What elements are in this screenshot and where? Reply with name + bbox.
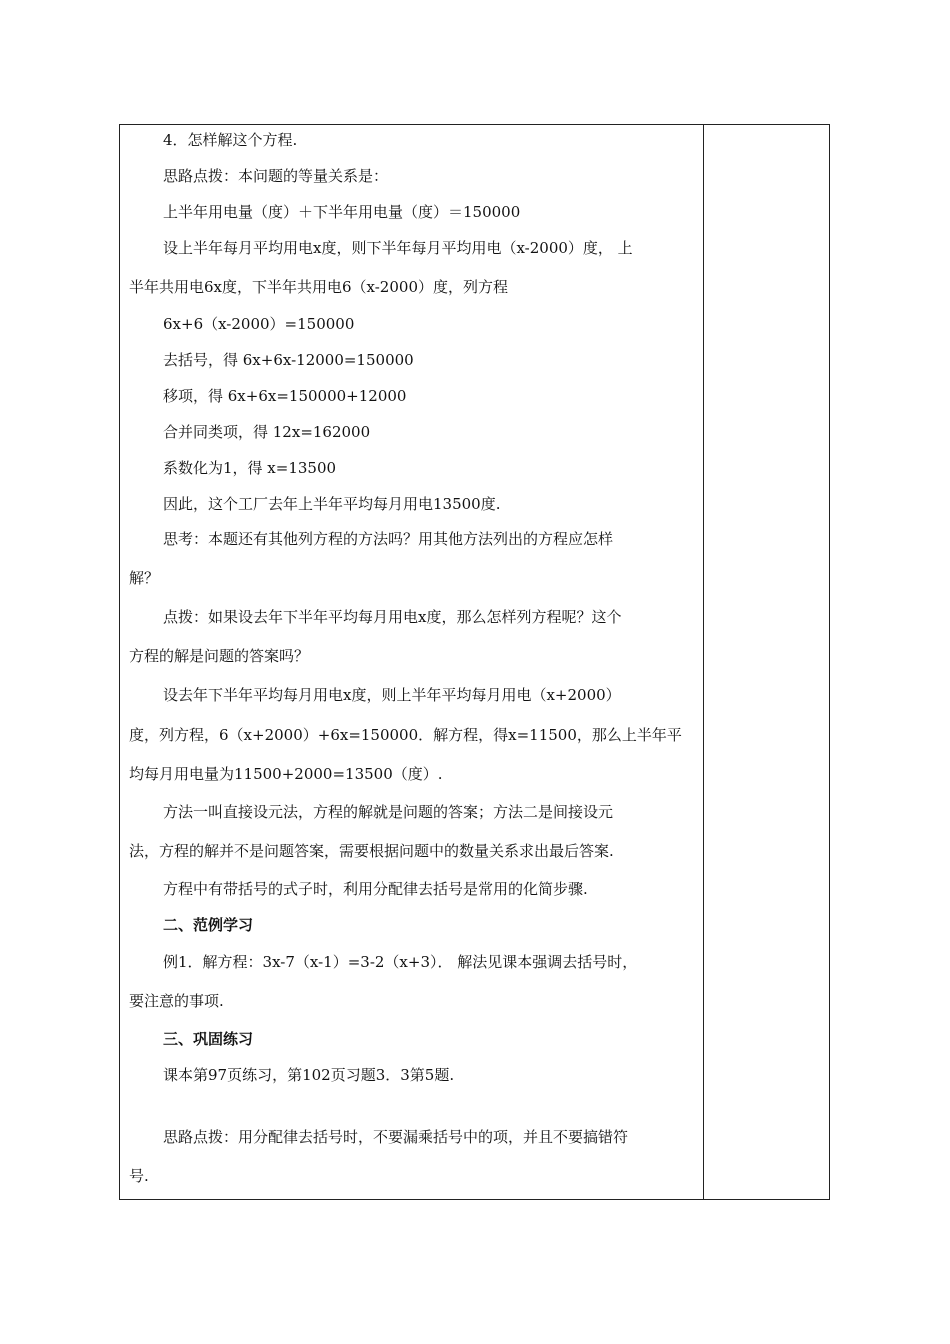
equation-line: 移项，得 6x+6x=150000+12000 [163,387,407,405]
text-line: 思路点拨：用分配律去括号时，不要漏乘括号中的项，并且不要搞错符 [163,1128,629,1146]
text-line: 4．怎样解这个方程. [163,131,298,149]
text-line: 例1．解方程：3x-7（x-1）=3-2（x+3）． 解法见课本强调去括号时， [163,953,638,971]
text-line: 半年共用电6x度，下半年共用电6（x-2000）度，列方程 [129,278,508,296]
text-line: 方程的解是问题的答案吗？ [129,647,310,665]
text-line: 思考：本题还有其他列方程的方法吗？用其他方法列出的方程应怎样 [163,530,614,548]
text-line: 均每月用电量为11500+2000=13500（度）. [129,765,443,783]
text-line: 设上半年每月平均用电x度，则下半年每月平均用电（x-2000）度， 上 [163,239,633,257]
text-line: 要注意的事项. [129,992,224,1010]
text-line: 点拨：如果设去年下半年平均每月用电x度，那么怎样列方程呢？这个 [163,608,622,626]
text-line: 度，列方程，6（x+2000）+6x=150000．解方程，得x=11500，那么上半年平 [129,726,682,744]
text-line: 因此，这个工厂去年上半年平均每月用电13500度. [163,495,501,513]
text-line: 号. [129,1167,149,1185]
text-line: 方法一叫直接设元法，方程的解就是问题的答案；方法二是间接设元 [163,803,614,821]
text-line: 课本第97页练习，第102页习题3．3第5题. [163,1066,455,1084]
text-line: 上半年用电量（度）＋下半年用电量（度）＝150000 [163,203,521,221]
equation-line: 6x+6（x-2000）=150000 [163,315,355,333]
text-line: 设去年下半年平均每月用电x度，则上半年平均每月用电（x+2000） [163,686,621,704]
equation-line: 去括号，得 6x+6x-12000=150000 [163,351,414,369]
equation-line: 系数化为1，得 x=13500 [163,459,337,477]
text-line: 思路点拨：本问题的等量关系是： [163,167,389,185]
table-column-divider [703,124,704,1200]
equation-line: 合并同类项，得 12x=162000 [163,423,371,441]
section-heading: 二、范例学习 [163,916,254,934]
text-line: 解？ [129,569,160,587]
section-heading: 三、巩固练习 [163,1030,254,1048]
text-line: 法，方程的解并不是问题答案，需要根据问题中的数量关系求出最后答案. [129,842,614,860]
text-line: 方程中有带括号的式子时，利用分配律去括号是常用的化简步骤. [163,880,588,898]
